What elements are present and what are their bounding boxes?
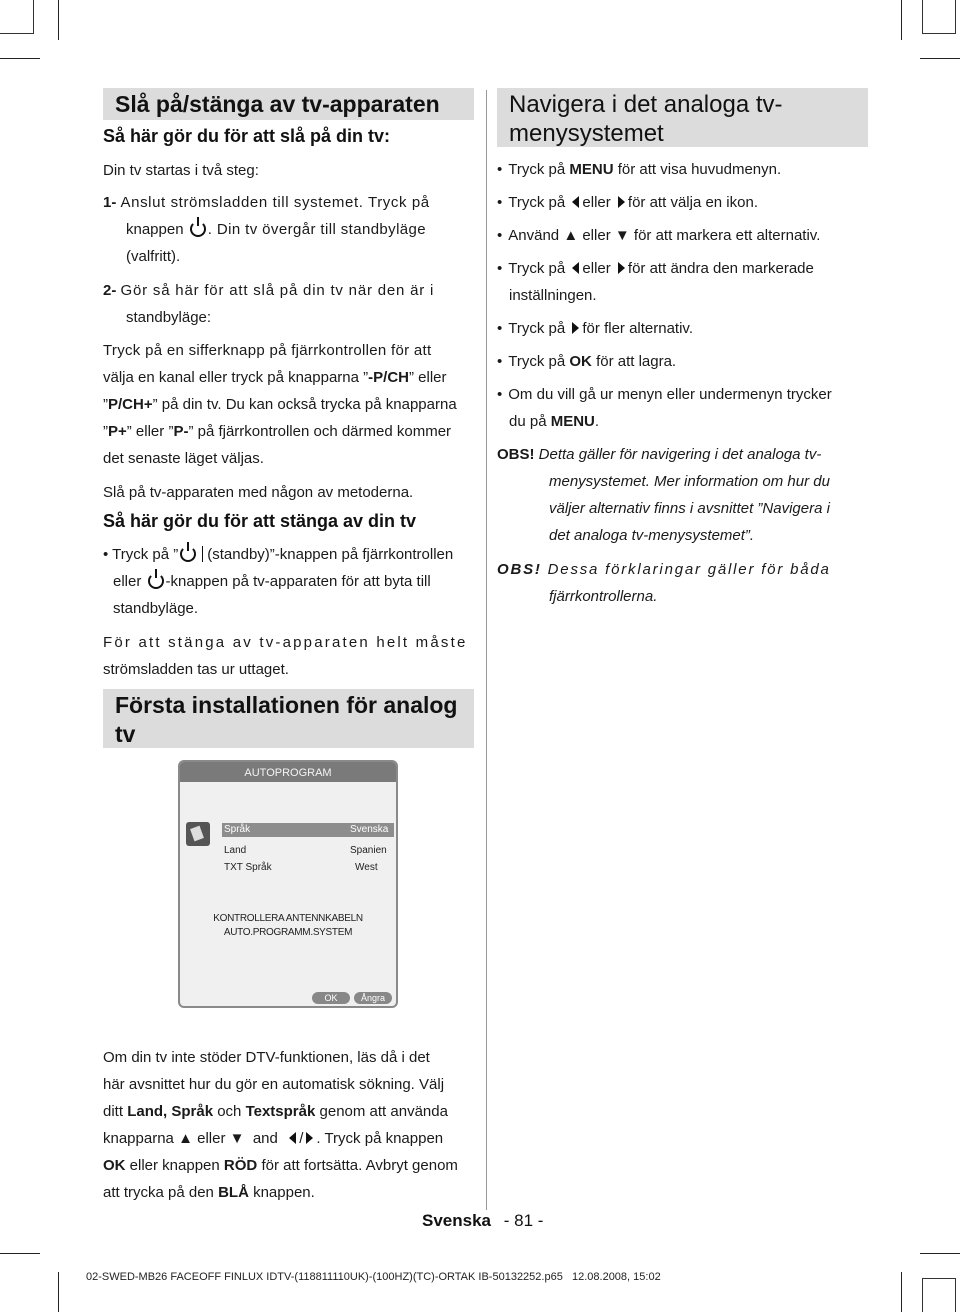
- paragraph-install: [103, 1044, 475, 1206]
- paragraph-standby: [103, 541, 475, 622]
- text-line: eller -knappen på tv-apparaten för att byta till: [113, 573, 431, 590]
- note-label: OBS!: [497, 561, 542, 578]
- bullet-select-icon: • Tryck på eller för att välja en ikon.: [497, 189, 758, 216]
- text-line: knapparna ▲ eller ▼ and / . Tryck på knappen: [103, 1130, 444, 1147]
- step-text: Gör så här för att slå på din tv när den är i: [120, 282, 435, 299]
- step-number: 1-: [103, 194, 117, 211]
- right-arrow-icon: [572, 322, 579, 334]
- section-heading-install: [103, 689, 474, 748]
- row-label: Land: [224, 845, 247, 856]
- text-line: det senaste läget väljas.: [103, 450, 264, 467]
- print-slug: 02-SWED-MB26 FACEOFF FINLUX IDTV-(118811110UK)-(100HZ)(TC)-ORTAK IB-50132252.p65 12.08.2008, 15:02: [86, 1271, 661, 1283]
- bullet-exit: • Om du vill gå ur menyn eller undermenyn trycker du på MENU.: [497, 381, 869, 435]
- step-2: [103, 277, 434, 304]
- registration-mark: [922, 1278, 956, 1312]
- step-1-line2: [126, 216, 426, 243]
- right-arrow-icon: [618, 262, 625, 274]
- bullet-store: • Tryck på OK för att lagra.: [497, 348, 676, 375]
- row-value: West: [355, 862, 378, 873]
- bullet-menu: • Tryck på MENU för att visa huvudmenyn.: [497, 156, 781, 183]
- cancel-button[interactable]: Ångra: [354, 992, 392, 1004]
- paragraph-channel: [103, 337, 475, 472]
- section-heading-navigate: [497, 88, 868, 147]
- row-label: TXT Språk: [224, 862, 272, 873]
- step-text: Anslut strömsladden till systemet. Tryck på: [120, 194, 430, 211]
- menu-row-txt-language[interactable]: [222, 861, 394, 875]
- text-line: OK eller knappen RÖD för att fortsätta. Avbryt genom: [103, 1157, 458, 1174]
- row-value: Spanien: [350, 845, 387, 856]
- step-number: 2-: [103, 282, 117, 299]
- down-arrow-icon: ▼: [229, 1130, 245, 1147]
- page-footer: [422, 1211, 543, 1231]
- right-arrow-icon: [618, 196, 625, 208]
- down-arrow-icon: ▼: [614, 227, 630, 244]
- text-line: • Tryck på ” (standby)”-knappen på fjärrkontrollen: [103, 546, 454, 563]
- text-line: välja en kanal eller tryck på knapparna ”-P/CH” eller: [103, 369, 447, 386]
- crop-mark: [58, 1272, 59, 1312]
- heading-text: Navigera i det analoga tv-menysystemet: [509, 91, 783, 147]
- installation-icon: [186, 822, 210, 846]
- heading-text: Första installationen för analog tv: [115, 692, 458, 747]
- subheading-turn-off: Så här gör du för att stänga av din tv: [103, 511, 417, 531]
- crop-mark: [920, 1253, 960, 1254]
- paragraph-intro: Din tv startas i två steg:: [103, 162, 259, 179]
- menu-title: AUTOPROGRAM: [180, 762, 396, 782]
- registration-mark: [922, 0, 956, 34]
- crop-mark: [901, 0, 902, 40]
- step-text: . Din tv övergår till standbyläge: [207, 221, 427, 238]
- text-line: ditt Land, Språk och Textspråk genom att använda: [103, 1103, 448, 1120]
- note-label: OBS!: [497, 446, 535, 463]
- power-icon: [180, 546, 196, 562]
- heading-text: Slå på/stänga av tv-apparaten: [115, 91, 440, 117]
- menu-row-country[interactable]: [222, 844, 394, 858]
- crop-mark: [0, 58, 40, 59]
- text-line: att trycka på den BLÅ knappen.: [103, 1184, 315, 1201]
- menu-info-antenna: KONTROLLERA ANTENNKABELN: [213, 913, 363, 924]
- page-number: - 81 -: [503, 1211, 544, 1230]
- row-value: Svenska: [350, 824, 389, 835]
- registration-mark: [0, 0, 34, 34]
- text-line: här avsnittet hur du gör en automatisk sökning. Välj: [103, 1076, 445, 1093]
- text-line: strömsladden tas ur uttaget.: [103, 661, 289, 678]
- row-label: Språk: [224, 824, 251, 835]
- subheading-turn-on: Så här gör du för att slå på din tv:: [103, 126, 391, 146]
- section-heading-power: [103, 88, 474, 120]
- text-line: För att stänga av tv-apparaten helt måste: [103, 634, 468, 651]
- up-arrow-icon: ▲: [563, 227, 579, 244]
- power-icon: [190, 221, 206, 237]
- crop-mark: [920, 58, 960, 59]
- standby-bar-icon: [202, 546, 203, 562]
- bullet-more: • Tryck på för fler alternativ.: [497, 315, 693, 342]
- crop-mark: [0, 1253, 40, 1254]
- step-2-line2: standbyläge:: [126, 309, 212, 326]
- text-line: Tryck på en sifferknapp på fjärrkontrollen för att: [103, 342, 432, 359]
- paragraph-methods: Slå på tv-apparaten med någon av metoderna.: [103, 484, 414, 501]
- step-1: [103, 189, 475, 216]
- menu-row-language[interactable]: [222, 823, 394, 837]
- ok-button[interactable]: OK: [312, 992, 350, 1004]
- left-arrow-icon: [572, 262, 579, 274]
- text-line: standbyläge.: [113, 600, 199, 617]
- bullet-change: • Tryck på eller för att ändra den markerade inställningen.: [497, 255, 869, 309]
- paragraph-unplug: [103, 629, 475, 683]
- column-divider: [486, 90, 487, 1210]
- step-text: knappen: [126, 221, 184, 238]
- step-1-line3: (valfritt).: [126, 248, 181, 265]
- crop-mark: [58, 0, 59, 40]
- right-arrow-icon: [306, 1132, 313, 1144]
- left-arrow-icon: [289, 1132, 296, 1144]
- power-icon: [148, 573, 164, 589]
- note-2: OBS! Dessa förklaringar gäller för båda fjärrkontrollerna.: [497, 561, 831, 605]
- note-1: OBS! Detta gäller för navigering i det analoga tv- menysystemet. Mer information om hur du väljer alternativ finns i avsnittet ”Navigera i det analoga tv-menysystemet”.: [497, 446, 830, 544]
- up-arrow-icon: ▲: [178, 1130, 193, 1147]
- menu-info-system: AUTO.PROGRAMM.SYSTEM: [223, 927, 353, 938]
- text-line: ”P+” eller ”P-” på fjärrkontrollen och därmed kommer: [103, 423, 452, 440]
- text-line: Om din tv inte stöder DTV-funktionen, läs då i det: [103, 1049, 430, 1066]
- bullet-highlight: • Använd ▲ eller ▼ för att markera ett alternativ.: [497, 222, 820, 249]
- autoprogram-menu: [178, 760, 398, 1008]
- left-arrow-icon: [572, 196, 579, 208]
- footer-language: Svenska: [422, 1211, 491, 1230]
- text-line: ”P/CH+” på din tv. Du kan också trycka på knapparna: [103, 396, 457, 413]
- crop-mark: [901, 1272, 902, 1312]
